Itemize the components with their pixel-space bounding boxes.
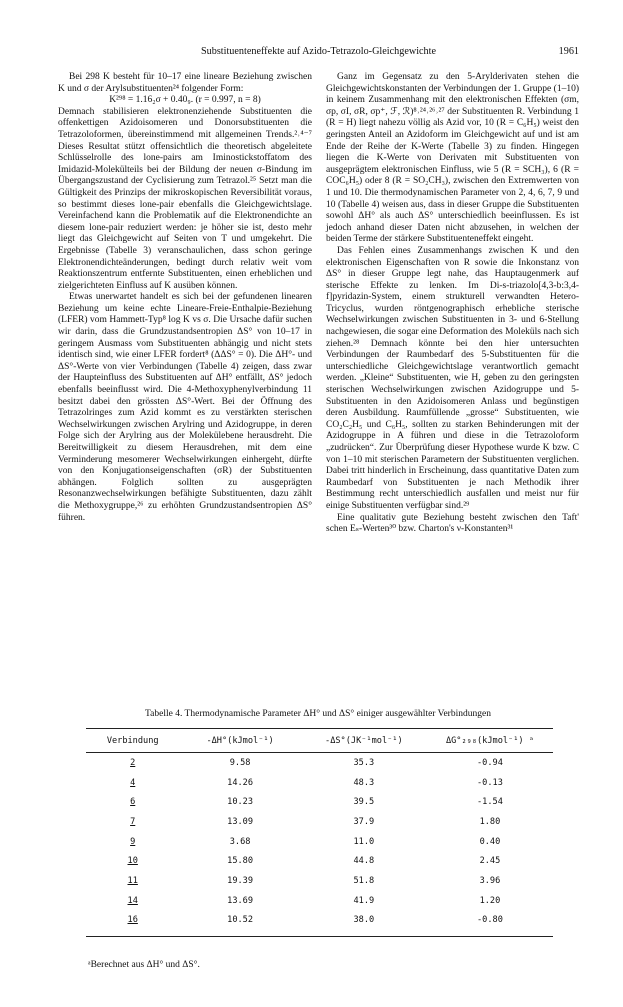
delta-h-value: 13.69 [227, 895, 254, 906]
left-column [58, 72, 312, 524]
delta-h-value: 13.09 [227, 816, 254, 827]
delta-h-value: 10.52 [227, 915, 254, 926]
table-row [86, 871, 553, 891]
paragraph: Das Fehlen eines Zusammenhangs zwischen K und den elektronischen Eigenschaften von R sowie die Inkonstanz von ΔS° in dieser Gruppe legt nahe, das Hauptaugenmerk auf sterische Effekte zu lenken. Im Di-s-triazolo[4,3-b:3,4-f]pyridazin-System, einem strukturell verwandten Hetero-Tricyclus, wurden röntgenographisch erhebliche sterische Wechselwirkungen zwischen Substituenten in 3- und 6-Stellung nachgewiesen, die sogar eine Deformation des Moleküls nach sich ziehen.²⁸ Demnach könnte bei den hier untersuchten Verbindungen der Raumbedarf des 5-Substituenten für die unterschiedliche Gleichgewichtslage verantwortlich gemacht werden. „Kleine“ Substituenten, wie H, geben zu den geringsten sterischen Wechselwirkungen zwischen Azidogruppe und 5-Substituenten in den Azidoisomeren Anlass und begünstigen deren Ausbildung. Raumfüllende „grosse“ Substituenten, wie CO₂C₂H₅ und C₆H₅, sollten zu starken Behinderungen mit der Azidogruppe in A führen und diese in die Tetrazoloform „zudrücken“. Zur Überprüfung dieser Hypothese wurde K bzw. C von 1–10 mit sterischen Parametern der Substituenten verglichen. Dabei tritt hinderlich in Erscheinung, dass quantitative Daten zum Raumbedarf von Substituenten je nach Methodik ihrer Bestimmung recht unterschiedlich ausfallen und meist nur für einige Substituenten verfügbar sind.²⁹ [326, 245, 579, 511]
delta-h-value: 19.39 [227, 875, 254, 886]
table-row [86, 832, 553, 852]
delta-g-value: -0.94 [477, 757, 503, 768]
compound-number: 6 [130, 797, 136, 808]
delta-h-value: 14.26 [227, 777, 254, 788]
delta-h-value: 3.68 [229, 836, 251, 847]
delta-s-value: 51.8 [353, 875, 375, 886]
table-row [86, 891, 553, 911]
delta-s-value: 37.9 [353, 816, 375, 827]
paragraph: Bei 298 K besteht für 10–17 eine lineare Beziehung zwischen K und σ der Arylsubstituenten²⁴ folgender Form: [58, 72, 312, 94]
paragraph: Ganz im Gegensatz zu den 5-Arylderivaten stehen die Gleichgewichtskonstanten der Verbindungen der 1. Gruppe (1–10) in keinem Zusammenhang mit den elektronischen Effekten (σm, σp, σI, σR, σp⁺, ℱ, ℛ)⁸˒²⁴˒²⁶˒²⁷ der Substituenten R. Verbindung 1 (R = H) liegt nahezu völlig als Azid vor, 10 (R = C₆H₅) weist den geringsten Anteil an Azidoform im Gleichgewicht auf und ist am Ende der Reihe der K-Werte (Tabelle 3) zu finden. Hingegen liegen die K-Werte von Derivaten mit Substituenten von ausgeprägtem elektronischen Einfluss, wie 5 (R = SCH₃), 6 (R = COC₆H₅) oder 8 (R = SO₂CH₃), zwischen den Extremwerten von 1 und 10. Die thermodynamischen Parameter von 2, 4, 6, 7, 9 und 10 (Tabelle 4) weisen aus, dass in dieser Gruppe die Substituenten sowohl ΔH° als auch ΔS° unterschiedlich beeinflussen. Es ist jedoch anhand dieser Daten nicht abzusehen, in welchen der beiden Terme der stärkere Substituenteneffekt eingeht. [326, 72, 579, 245]
delta-s-value: 38.0 [353, 915, 375, 926]
paragraph: Demnach stabilisieren elektronenziehende Substituenten die offenkettigen Azidoisomeren und Donorsubstituenten die Tetrazoloformen, übereinstimmend mit allgemeinen Trends.²˒⁴⁻⁷ Dieses Resultat stützt offensichtlich die theoretisch abgeleitete Schlüsselrolle des lone-pairs am Iminostickstoffatom des Imidazid-Molekülteils bei der Bildung der neuen σ-Bindung im Übergangszustand der Cyclisierung zum Tetrazol.²⁵ Setzt man die Gültigkeit des Prinzips der mikroskopischen Reversibilität voraus, so bestimmt dieses lone-pair ebenfalls die Gleichgewichtslage. Vereinfachend kann die Problematik auf die Elektronendichte an diesem lone-pair reduziert werden: je höher sie ist, desto mehr liegt das Gleichgewicht auf Seiten von T und umgekehrt. Die Ergebnisse (Tabelle 3) veranschaulichen, dass schon geringe Elektronendichteänderungen, bedingt durch relativ weit vom Reaktionszentrum entfernte Substituenten, einen erheblichen und zielgerichteten Einfluss auf K ausüben können. [58, 106, 312, 291]
table-row [86, 773, 553, 793]
table-row [86, 911, 553, 931]
compound-number: 16 [127, 915, 138, 926]
delta-h-value: 15.80 [227, 856, 254, 867]
compound-number: 2 [130, 757, 136, 768]
delta-g-value: 1.80 [479, 816, 501, 827]
delta-s-value: 35.3 [353, 757, 375, 768]
table-footnote: ᵃBerechnet aus ΔH° und ΔS°. [88, 960, 200, 970]
running-title: Substituenteneffekte auf Azido-Tetrazolo-Gleichgewichte [200, 46, 437, 57]
table-row [86, 812, 553, 832]
page-number: 1961 [558, 46, 579, 57]
paragraph: Etwas unerwartet handelt es sich bei der gefundenen linearen Beziehung um keine echte Lineare-Freie-Enthalpie-Beziehung (LFER) vom Hammett-Typ⁸ log K vs σ. Die Ursache dafür suchen wir darin, dass die Grundzustandsentropien ΔS° von 10–17 in geringem Ausmass vom Substituenten abhängig und nicht stets identisch sind, wie einer LFER fordert⁸ (ΔΔS° = 0). Die ΔH°- und ΔS°-Werte von vier Verbindungen (Tabelle 4) zeigen, dass zwar der Haupteinfluss des Substituenten auf ΔH° entfällt, ΔS° jedoch ebenfalls beeinflusst wird. Die 4-Methoxyphenylverbindung 11 besitzt dabei den grössten ΔS°-Wert. Bei der Öffnung des Tetrazolringes zum Azid kommt es zu verstärkten sterischen Wechselwirkungen zwischen Arylring und Azidogruppe, in deren Folge sich der Arylring aus der Molekülebene herausdreht. Die Bereitwilligkeit zu diesem Herausdrehen, mit dem eine Verminderung mesomerer Wechselwirkungen einhergeht, dürfte von den Konjugationseigenschaften (σR) der Substituenten abhängen. Folglich sollten zu ausgeprägten Resonanzwechselwirkungen befähigte Substituenten, dazu zählt die Methoxygruppe,²⁶ zu erhöhten Grundzustandsentropien ΔS° führen. [58, 292, 312, 523]
delta-g-value: 1.20 [479, 895, 501, 906]
col-header-verbindung: Verbindung [106, 736, 159, 746]
table-row [86, 851, 553, 871]
table-header-row [86, 729, 553, 752]
table-bottom-rule [86, 936, 553, 937]
delta-g-value: 2.45 [479, 856, 501, 867]
col-header-dh: -ΔH°(kJmol⁻¹) [206, 736, 274, 746]
paragraph: Eine qualitativ gute Beziehung besteht zwischen den Taft' schen Eₛ-Werten³⁰ bzw. Charton's ν-Konstanten³¹ [326, 512, 579, 535]
compound-number: 9 [130, 836, 136, 847]
col-header-dg: ΔG°₂₉₈(kJmol⁻¹) ᵃ [445, 736, 534, 746]
delta-g-value: 0.40 [479, 836, 501, 847]
delta-g-value: 3.96 [479, 875, 501, 886]
delta-h-value: 9.58 [229, 757, 251, 768]
delta-h-value: 10.23 [227, 797, 254, 808]
compound-number: 11 [127, 875, 138, 886]
right-column [326, 72, 579, 536]
delta-g-value: -1.54 [477, 797, 503, 808]
equation: K²⁹⁸ = 1.16₂σ + 0.40₉. (r = 0.997, n = 8) [109, 95, 261, 106]
compound-number: 4 [130, 777, 136, 788]
delta-s-value: 44.8 [353, 856, 375, 867]
table-body [86, 753, 553, 930]
table-caption: Tabelle 4. Thermodynamische Parameter ΔH° und ΔS° einiger ausgewählter Verbindungen [145, 709, 491, 719]
delta-s-value: 39.5 [353, 797, 375, 808]
col-header-ds: -ΔS°(JK⁻¹mol⁻¹) [325, 736, 403, 746]
page-header [58, 46, 579, 60]
delta-s-value: 11.0 [353, 836, 375, 847]
delta-g-value: -0.13 [477, 777, 503, 788]
delta-g-value: -0.80 [477, 915, 503, 926]
compound-number: 10 [127, 856, 138, 867]
table-row [86, 792, 553, 812]
compound-number: 7 [130, 816, 136, 827]
table-row [86, 753, 553, 773]
compound-number: 14 [127, 895, 138, 906]
thermo-table [86, 728, 553, 937]
delta-s-value: 48.3 [353, 777, 375, 788]
delta-s-value: 41.9 [353, 895, 375, 906]
